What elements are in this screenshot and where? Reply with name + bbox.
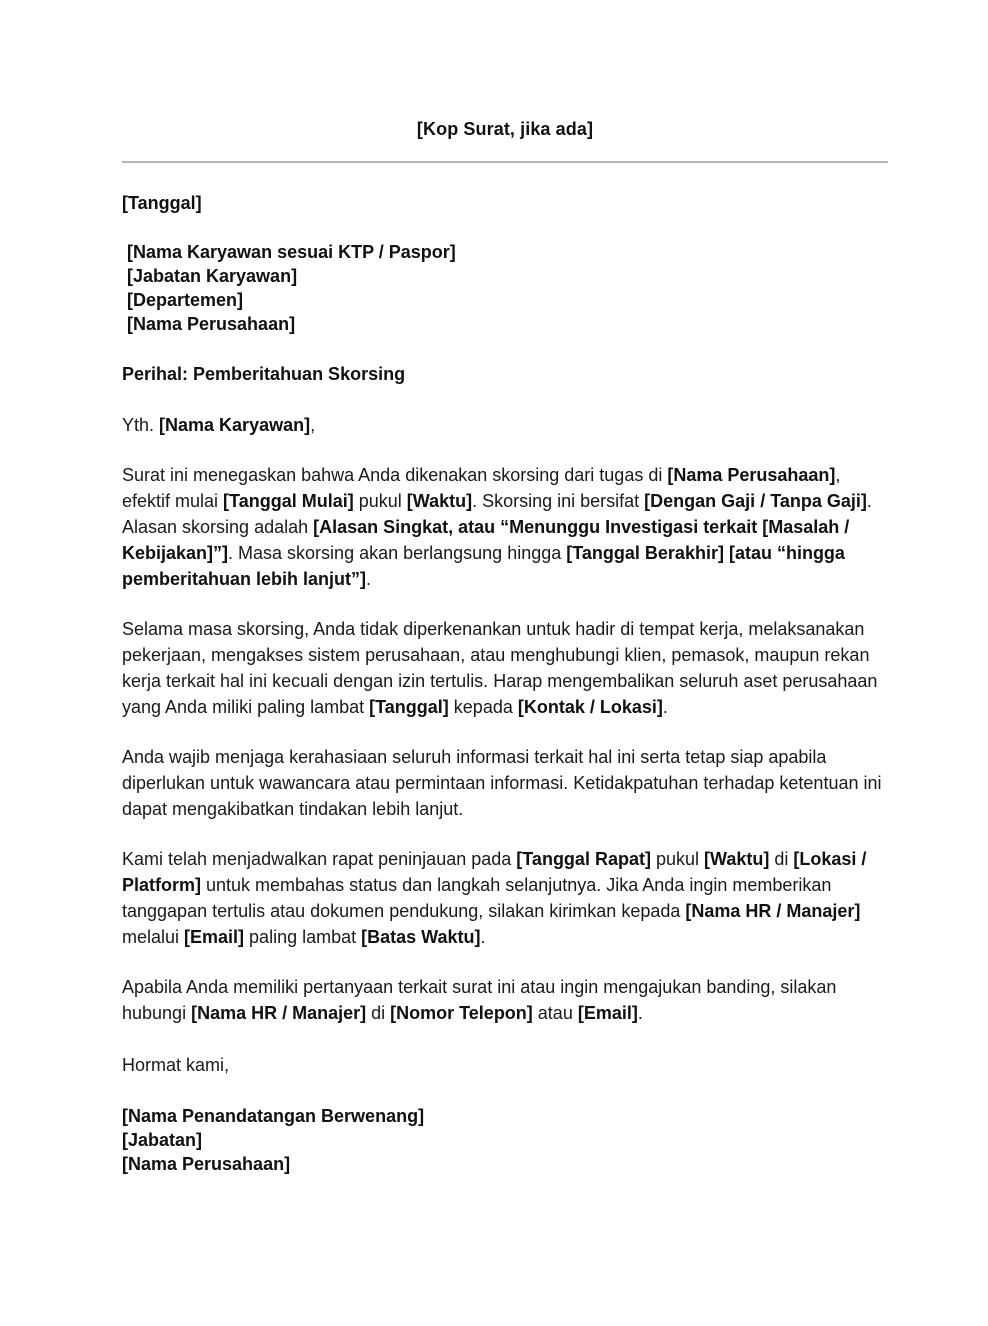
paragraph-questions-appeal — [122, 974, 888, 1026]
subject-line: Perihal: Pemberitahuan Skorsing — [122, 363, 406, 384]
placeholder-token: [Dengan Gaji / Tanpa Gaji] — [644, 491, 867, 512]
signature-block — [122, 1104, 888, 1326]
body-text: . — [662, 697, 668, 718]
signature-line: [Nama Perusahaan] — [122, 1154, 291, 1175]
body-text: Kami telah menjadwalkan rapat peninjauan pada — [122, 849, 517, 870]
body-text: di — [366, 1003, 391, 1024]
salutation-name-placeholder: [Nama Karyawan] — [159, 414, 311, 435]
placeholder-token: [Lokasi / Platform] — [122, 849, 867, 896]
signature-line: [Nama Penandatangan Berwenang] — [122, 1106, 425, 1127]
paragraph-review-meeting — [122, 846, 888, 950]
body-text: Apabila Anda memiliki pertanyaan terkait surat ini atau ingin mengajukan banding, silakan hubungi — [122, 977, 837, 1024]
recipient-address-block — [127, 240, 888, 336]
header-divider — [122, 161, 888, 163]
paragraph-confidentiality — [122, 744, 888, 822]
salutation-suffix: , — [310, 414, 316, 435]
placeholder-token: [Email] — [184, 927, 245, 948]
placeholder-token: [Waktu] — [704, 849, 770, 870]
body-text: . — [366, 569, 372, 590]
placeholder-token: [Nama HR / Manajer] — [191, 1003, 367, 1024]
recipient-address-line: [Nama Karyawan sesuai KTP / Paspor] — [127, 241, 456, 262]
body-text: paling lambat — [244, 927, 362, 948]
recipient-address-line: [Nama Perusahaan] — [127, 313, 296, 334]
recipient-address-line: [Jabatan Karyawan] — [127, 265, 298, 286]
placeholder-token: [Batas Waktu] — [361, 927, 481, 948]
letterhead-placeholder: [Kop Surat, jika ada] — [416, 119, 594, 139]
paragraph-suspension-notice — [122, 462, 888, 592]
date-placeholder: [Tanggal] — [122, 193, 202, 214]
signature-line: [Jabatan] — [122, 1130, 203, 1151]
recipient-address-line: [Departemen] — [127, 289, 244, 310]
body-text: Selama masa skorsing, Anda tidak diperkenankan untuk hadir di tempat kerja, melaksanakan pekerjaan, mengakses sistem perusahaan, atau menghubungi klien, pemasok, maupun rekan kerja terkait hal ini kecuali dengan izin tertulis. Harap mengembalikan seluruh aset perusahaan yang Anda miliki paling lambat — [122, 619, 878, 718]
body-text: Surat ini menegaskan bahwa Anda dikenakan skorsing dari tugas di — [122, 465, 668, 486]
placeholder-token: [Tanggal Rapat] — [516, 849, 651, 870]
salutation-prefix: Yth. — [122, 414, 160, 435]
placeholder-token: [Tanggal] — [369, 697, 449, 718]
body-text: untuk membahas status dan langkah selanjutnya. Jika Anda ingin memberikan tanggapan tertulis atau dokumen pendukung, silakan kirimkan kepada — [122, 875, 832, 922]
letter-body — [122, 462, 888, 1026]
placeholder-token: [Nama Perusahaan] — [667, 465, 836, 486]
body-text: melalui — [122, 927, 185, 948]
placeholder-token: [Kontak / Lokasi] — [517, 697, 663, 718]
body-text: . Alasan skorsing adalah — [122, 491, 872, 538]
body-text: kepada — [448, 697, 518, 718]
body-text: . — [480, 927, 486, 948]
placeholder-token: [Nomor Telepon] — [390, 1003, 533, 1024]
closing-phrase: Hormat kami, — [122, 1055, 230, 1076]
body-text: atau — [532, 1003, 578, 1024]
placeholder-token: [Waktu] — [406, 491, 473, 512]
placeholder-token: [Tanggal Mulai] — [223, 491, 354, 512]
paragraph-restrictions — [122, 616, 888, 720]
letter-content — [122, 0, 888, 1326]
body-text: . — [637, 1003, 643, 1024]
body-text: di — [769, 849, 794, 870]
body-text: . Skorsing ini bersifat — [472, 491, 645, 512]
placeholder-token: [Email] — [577, 1003, 638, 1024]
salutation-line — [122, 412, 888, 438]
body-text: . Masa skorsing akan berlangsung hingga — [228, 543, 567, 564]
placeholder-token: [Nama HR / Manajer] — [685, 901, 861, 922]
body-text: Anda wajib menjaga kerahasiaan seluruh informasi terkait hal ini serta tetap siap apabila diperlukan untuk wawancara atau permintaan informasi. Ketidakpatuhan terhadap ketentuan ini dapat mengakibatkan tindakan lebih lanjut. — [122, 747, 882, 820]
placeholder-token: [Tanggal Berakhir] [atau “hingga pemberitahuan lebih lanjut”] — [122, 543, 845, 590]
body-text: , efektif mulai — [122, 465, 841, 512]
body-text: pukul — [353, 491, 407, 512]
body-text: pukul — [650, 849, 704, 870]
placeholder-token: [Alasan Singkat, atau “Menunggu Investigasi terkait [Masalah / Kebijakan]”] — [122, 517, 850, 564]
